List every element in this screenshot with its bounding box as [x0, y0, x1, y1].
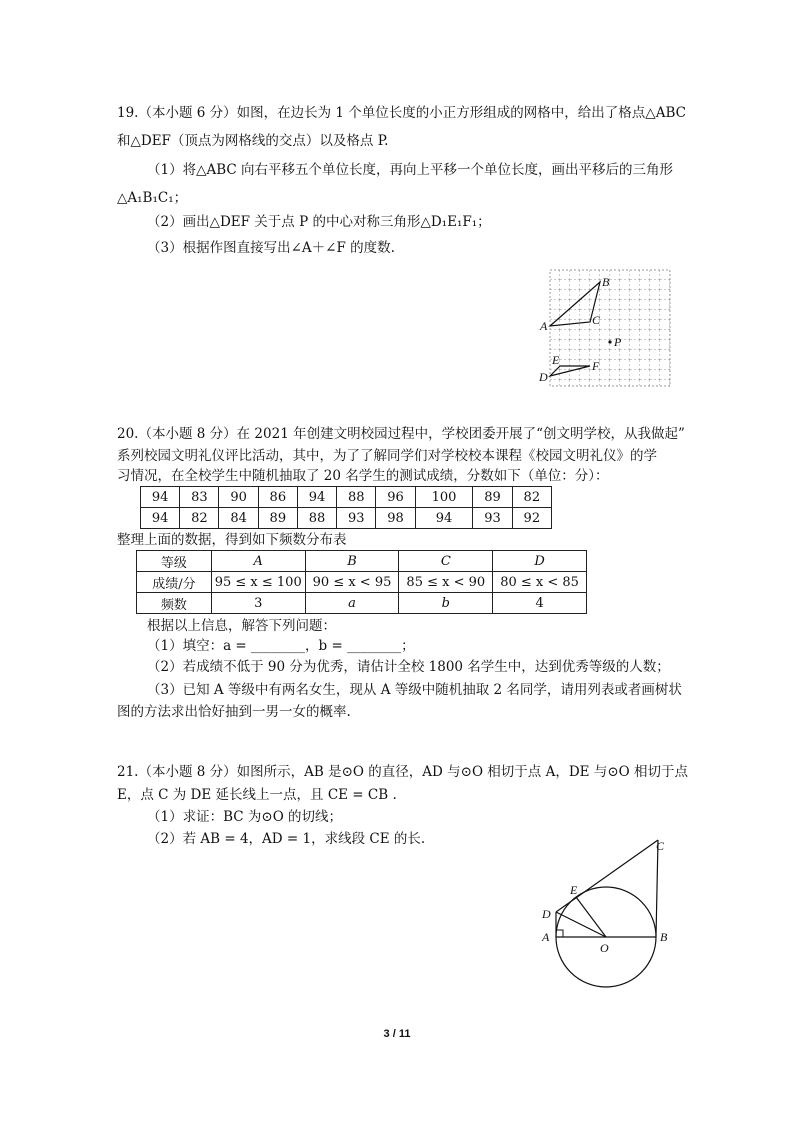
q21-sub2: （2）若 AB = 4，AD = 1，求线段 CE 的长.: [147, 831, 426, 847]
label-c: C: [592, 313, 601, 327]
table-cell: 82: [512, 487, 551, 508]
table-cell: 90 ≤ x < 95: [305, 572, 399, 593]
label-e: E: [570, 883, 578, 897]
table-cell: 89: [258, 508, 297, 529]
table-cell: 94: [141, 487, 180, 508]
table-cell: 84: [219, 508, 258, 529]
table-cell: 85 ≤ x < 90: [399, 572, 493, 593]
q19-sub1a: （1）将△ABC 向右平移五个单位长度，再向上平移一个单位长度，画出平移后的三角形: [147, 162, 674, 178]
scores-table: [140, 486, 552, 529]
table-cell: 88: [337, 487, 376, 508]
table-row: [137, 572, 587, 593]
label-e: E: [552, 353, 560, 367]
table-cell: 93: [337, 508, 376, 529]
table-cell: 94: [297, 487, 336, 508]
table-cell: B: [305, 551, 399, 572]
table-cell: 3: [211, 593, 305, 614]
q21-circle-figure: [536, 834, 676, 994]
q19-line2: 和△DEF（顶点为网格线的交点）以及格点 P.: [117, 133, 389, 149]
right-angle-mark: [556, 930, 563, 937]
q20-line2: 系列校园文明礼仪评比活动，其中，为了了解同学们对学校校本课程《校园文明礼仪》的学: [117, 448, 657, 464]
grid-lines: [550, 270, 670, 386]
table-cell: 等级: [137, 551, 212, 572]
table-row: [141, 487, 552, 508]
q19-sub1b: △A₁B₁C₁；: [117, 190, 188, 206]
table-cell: 92: [512, 508, 551, 529]
label-a: A: [540, 319, 548, 333]
q20-header: 20.（本小题 8 分）在 2021 年创建文明校园过程中，学校团委开展了“创文明学校，从我做起”: [117, 426, 685, 442]
table-cell: 88: [297, 508, 336, 529]
table-cell: 96: [376, 487, 415, 508]
q19-header: 19.（本小题 6 分）如图，在边长为 1 个单位长度的小正方形组成的网格中，给出了格点△ABC: [117, 105, 686, 121]
q20-prompt: 根据以上信息，解答下列问题：: [147, 618, 336, 634]
table-cell: 94: [415, 508, 473, 529]
table-cell: 83: [180, 487, 219, 508]
table-cell: 成绩/分: [137, 572, 212, 593]
table-cell: 80 ≤ x < 85: [493, 572, 587, 593]
table-cell: a: [305, 593, 399, 614]
label-d: D: [542, 907, 551, 921]
q21-header: 21.（本小题 8 分）如图所示，AB 是⊙O 的直径，AD 与⊙O 相切于点 A，DE 与⊙O 相切于点: [117, 764, 688, 780]
table-cell: 82: [180, 508, 219, 529]
table-cell: A: [211, 551, 305, 572]
q21-sub1: （1）求证：BC 为⊙O 的切线；: [147, 809, 343, 825]
table-cell: 86: [258, 487, 297, 508]
q19-grid-figure: [538, 266, 674, 390]
q20-line3: 习情况，在全校学生中随机抽取了 20 名学生的测试成绩，分数如下（单位：分）：: [117, 468, 609, 484]
segment-dc: [556, 840, 658, 912]
segment-eo: [576, 897, 606, 937]
label-c: C: [656, 839, 665, 853]
table-cell: C: [399, 551, 493, 572]
label-a: A: [542, 930, 550, 944]
table-cell: 90: [219, 487, 258, 508]
q20-sub1: （1）填空：a = ________，b = ________；: [147, 638, 415, 654]
table-cell: 98: [376, 508, 415, 529]
segment-cb: [656, 840, 658, 937]
label-b: B: [660, 930, 668, 944]
table-row: [137, 593, 587, 614]
table-row: [141, 508, 552, 529]
q20-sub2: （2）若成绩不低于 90 分为优秀，请估计全校 1800 名学生中，达到优秀等级的人数；: [147, 659, 670, 675]
table-cell: 89: [473, 487, 512, 508]
q21-line2: E，点 C 为 DE 延长线上一点，且 CE = CB .: [117, 787, 397, 803]
table-row: [137, 551, 587, 572]
table-cell: 100: [415, 487, 473, 508]
table-cell: b: [399, 593, 493, 614]
label-f: F: [592, 359, 600, 373]
label-p: P: [614, 335, 622, 349]
label-b: B: [602, 275, 610, 289]
table-cell: 93: [473, 508, 512, 529]
table-cell: D: [493, 551, 587, 572]
point-p: [608, 340, 611, 343]
table-cell: 4: [493, 593, 587, 614]
q20-organize: 整理上面的数据，得到如下频数分布表: [117, 532, 347, 548]
table-cell: 94: [141, 508, 180, 529]
q19-sub3: （3）根据作图直接写出∠A＋∠F 的度数.: [147, 240, 395, 256]
page-number: 3 / 11: [383, 1028, 411, 1040]
q20-sub3a: （3）已知 A 等级中有两名女生，现从 A 等级中随机抽取 2 名同学，请用列表或者画树状: [147, 682, 682, 698]
table-cell: 频数: [137, 593, 212, 614]
label-o: O: [600, 941, 609, 955]
q20-sub3b: 图的方法求出恰好抽到一男一女的概率.: [117, 704, 351, 720]
table-cell: 95 ≤ x ≤ 100: [211, 572, 305, 593]
label-d: D: [539, 370, 548, 384]
frequency-table: [136, 550, 587, 614]
q19-sub2: （2）画出△DEF 关于点 P 的中心对称三角形△D₁E₁F₁；: [147, 214, 491, 230]
